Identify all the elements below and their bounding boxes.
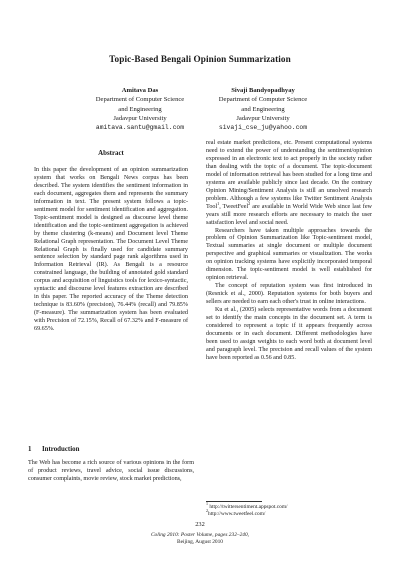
author-email: amitava.santu@gmail.com: [95, 124, 185, 132]
footnote-link[interactable]: http://twittersentiment.appspot.com/: [209, 504, 288, 510]
author-department: Department of Computer Science: [218, 96, 308, 104]
paragraph-3: The concept of reputation system was first introduced in (Resnick et al., 2000). Reputation systems for both buyers and sellers are needed to earn each other's trust in online interactions.: [206, 283, 372, 306]
paragraph-4: Ku et al., (2005) selects representative words from a document set to identify the main concepts in the document set. A term is considered to represent a topic if it appears frequently across documents or in each document. Different methodologies have been used to assign weights to each word both at document level and paragraph level. The precision and recall values of the system have been reported as 0.56 and 0.85.: [206, 307, 372, 361]
abstract-text: In this paper the development of an opinion summarization system that works on Bengali News corpus has been described. The system identifies the sentiment information in each document, aggregates them and represents the summary information in text. The present system follows a topic-sentiment model for sentiment identification and aggregation. Topic-sentiment model is designed as discourse level theme identification and the topic-sentiment aggregation is achieved by theme clustering (k-means) and Document level Theme Relational Graph representation. The Document Level Theme Relational Graph is finally used for candidate summary sentence selection by standard page rank algorithms used in Information Retrieval (IR). As Bengali is a resource constrained language, the building of annotated gold standard corpus and acquisition of linguistics tools for lexico-syntactic, syntactic and discourse level features extraction are described in this paper. The reported accuracy of the Theme detection technique is 83.60% (precision), 76.44% (recall) and 79.85% (F-measure). The summarization system has been evaluated with Precision of 72.15%, Recall of 67.32% and F-measure of 69.65%.: [34, 167, 188, 333]
abstract-body: [34, 167, 188, 334]
author-department: Department of Computer Science: [95, 96, 185, 104]
author-department-line2: and Engineering: [241, 105, 285, 113]
author-name: Sivaji Bandyopadhyay: [231, 87, 295, 94]
footnote-marker: 2: [248, 200, 251, 206]
footnote-marker: 1: [217, 200, 220, 206]
section-number: 1: [28, 446, 32, 453]
venue-info: [0, 532, 400, 546]
paragraph-1: real estate market predictions, etc. Present computational systems need to extend the power of understanding the sentiment/opinion expressed in an electronic text to act properly in the society rather than dealing with the topic of a document. The topic-document model of information retrieval has been studied for a long time and systems are available publicly since last decade. On the contrary Opinion Mining/Sentiment Analysis is still an unsolved research problem. Although a few systems like Twitter Sentiment Analysis Tool$^1$, TweetFeel$^2$ are available in World Wide Web since last few years still more research efforts are necessary to match the user satisfaction level and social need.: [206, 140, 372, 226]
author-block-2: [178, 86, 348, 132]
section-title: Introduction: [42, 446, 80, 453]
author-department-line2: and Engineering: [118, 105, 162, 113]
footnotes: [206, 501, 372, 518]
venue-line-1: Coling 2010: Poster Volume, pages 232–240,: [150, 532, 250, 538]
abstract-heading: Abstract: [98, 150, 124, 157]
introduction-body: [28, 460, 194, 484]
paper-title: Topic-Based Bengali Opinion Summarization: [109, 54, 291, 64]
footnote-2: $^2$http://www.tweetfeel.com/: [206, 508, 266, 517]
right-column-body: [206, 140, 372, 363]
author-name: Amitava Das: [121, 87, 159, 94]
footnote-link[interactable]: http://www.tweetfeel.com/: [208, 511, 266, 517]
author-university: Jadavpur University: [113, 114, 167, 122]
author-university: Jadavpur University: [236, 114, 290, 122]
paragraph-2: Researchers have taken multiple approaches towards the problem of Opinion Summarization like Topic-sentiment model, Textual summaries at single document or multiple document perspective and graphical summaries or visualization. The works on opinion tracking systems have explicitly incorporated temporal dimension. The topic-sentiment model is well established for opinion retrieval.: [206, 227, 372, 282]
introduction-text: The Web has become a rich source of various opinions in the form of product reviews, travel advice, social issue discussions, consumer complaints, movie review, stock market predictions,: [28, 460, 194, 482]
footnote-rule: [206, 501, 262, 502]
footnote-1: $^1$ http://twittersentiment.appspot.com/: [206, 501, 288, 510]
author-email: sivaji_cse_ju@yahoo.com: [218, 124, 308, 132]
venue-line-2: Beijing, August 2010: [177, 538, 223, 545]
page-number: 232: [195, 521, 205, 528]
section-heading: [28, 446, 79, 453]
